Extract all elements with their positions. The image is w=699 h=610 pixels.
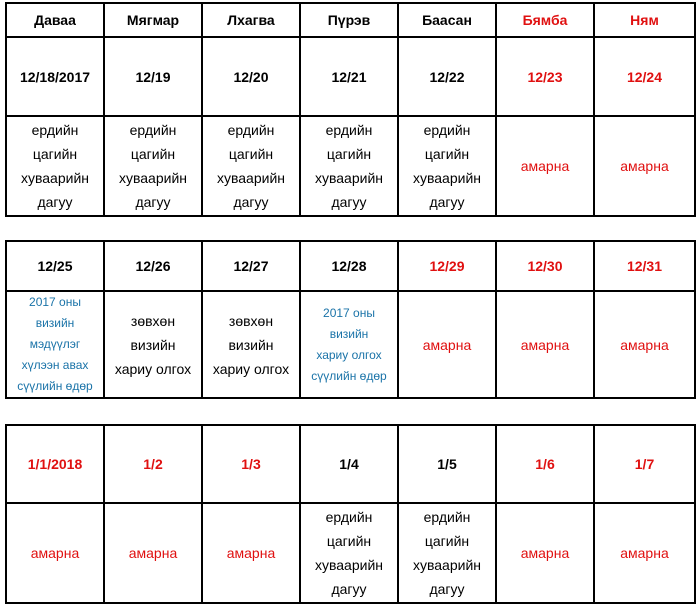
date-cell-holiday: 1/7	[594, 425, 695, 503]
note-work-hours: ердийн цагийн хуваарийн дагуу	[6, 116, 104, 216]
note-rest: амарна	[202, 503, 300, 603]
note-receive-only: зөвхөн визийн хариу олгох	[104, 291, 202, 398]
date-cell-holiday: 1/3	[202, 425, 300, 503]
weekday-sunday: Ням	[594, 3, 695, 37]
date-cell-holiday: 12/23	[496, 37, 594, 116]
weekday-monday: Даваа	[6, 3, 104, 37]
date-cell: 12/26	[104, 241, 202, 291]
note-rest: амарна	[398, 291, 496, 398]
date-row	[6, 37, 695, 116]
note-receive-only: зөвхөн визийн хариу олгох	[202, 291, 300, 398]
date-cell: 12/21	[300, 37, 398, 116]
date-cell-holiday: 12/24	[594, 37, 695, 116]
note-rest: амарна	[6, 503, 104, 603]
date-cell: 1/4	[300, 425, 398, 503]
date-cell: 12/18/2017	[6, 37, 104, 116]
note-rest: амарна	[496, 116, 594, 216]
date-cell-holiday: 1/1/2018	[6, 425, 104, 503]
weekday-saturday: Бямба	[496, 3, 594, 37]
date-cell-holiday: 12/31	[594, 241, 695, 291]
note-row	[6, 291, 695, 398]
note-row	[6, 503, 695, 603]
weekday-header-row	[6, 3, 695, 37]
date-cell-holiday: 12/30	[496, 241, 594, 291]
date-cell-holiday: 12/29	[398, 241, 496, 291]
note-rest: амарна	[104, 503, 202, 603]
date-cell-holiday: 1/6	[496, 425, 594, 503]
schedule-week-2	[5, 240, 696, 399]
date-row	[6, 425, 695, 503]
note-work-hours: ердийн цагийн хуваарийн дагуу	[398, 503, 496, 603]
date-cell: 12/25	[6, 241, 104, 291]
note-work-hours: ердийн цагийн хуваарийн дагуу	[398, 116, 496, 216]
date-cell: 1/5	[398, 425, 496, 503]
note-work-hours: ердийн цагийн хуваарийн дагуу	[104, 116, 202, 216]
note-application-deadline: 2017 оны визийн мэдүүлэг хүлээн авах сүүлийн өдөр	[6, 291, 104, 398]
note-work-hours: ердийн цагийн хуваарийн дагуу	[300, 116, 398, 216]
date-cell: 12/22	[398, 37, 496, 116]
weekday-tuesday: Мягмар	[104, 3, 202, 37]
note-rest: амарна	[594, 116, 695, 216]
note-rest: амарна	[594, 291, 695, 398]
weekday-wednesday: Лхагва	[202, 3, 300, 37]
note-rest: амарна	[594, 503, 695, 603]
note-rest: амарна	[496, 503, 594, 603]
date-cell-holiday: 1/2	[104, 425, 202, 503]
weekday-thursday: Пүрэв	[300, 3, 398, 37]
schedule-week-1	[5, 2, 696, 217]
note-answer-deadline: 2017 оны визийн хариу олгох сүүлийн өдөр	[300, 291, 398, 398]
weekday-friday: Баасан	[398, 3, 496, 37]
note-rest: амарна	[496, 291, 594, 398]
date-cell: 12/28	[300, 241, 398, 291]
note-work-hours: ердийн цагийн хуваарийн дагуу	[300, 503, 398, 603]
note-work-hours: ердийн цагийн хуваарийн дагуу	[202, 116, 300, 216]
date-cell: 12/20	[202, 37, 300, 116]
date-cell: 12/19	[104, 37, 202, 116]
note-row	[6, 116, 695, 216]
date-row	[6, 241, 695, 291]
date-cell: 12/27	[202, 241, 300, 291]
schedule-week-3	[5, 424, 696, 604]
